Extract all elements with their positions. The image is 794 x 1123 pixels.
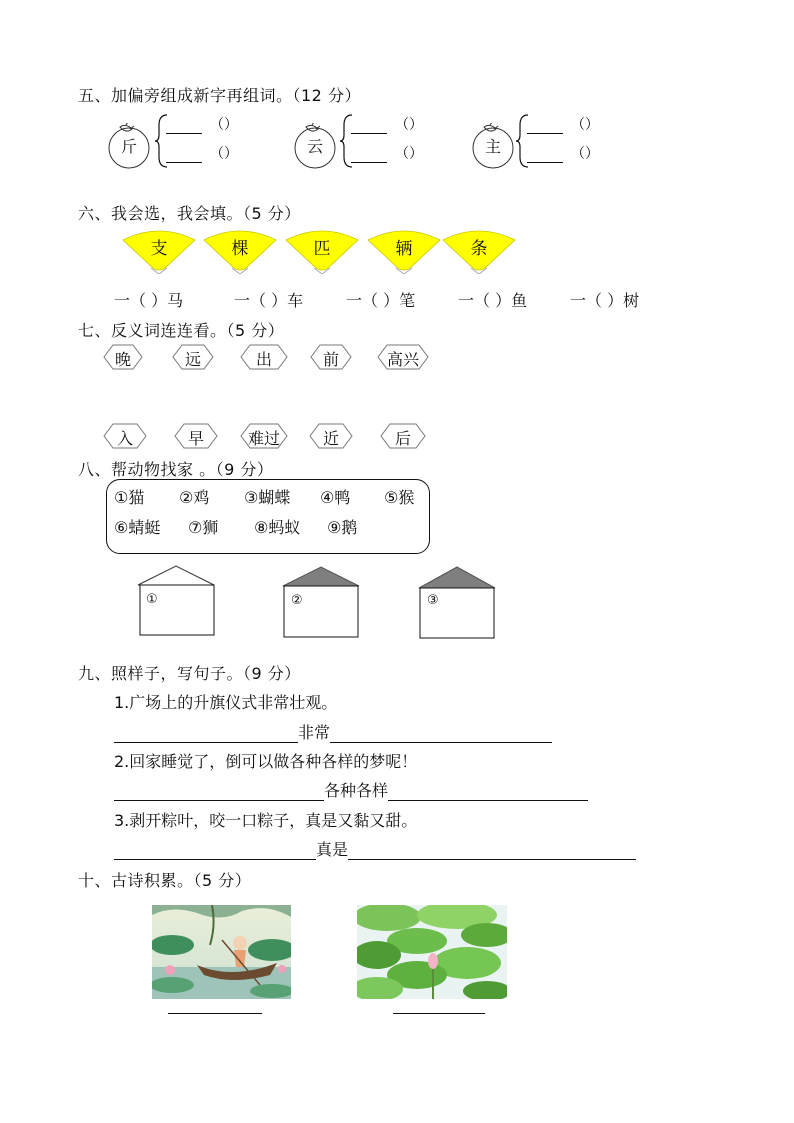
char-blank[interactable] [351, 115, 387, 134]
answer-blank[interactable] [330, 724, 552, 743]
answer-blank[interactable] [114, 841, 316, 860]
poem-answer-blank-1[interactable] [168, 1013, 262, 1014]
animal-item[interactable]: ⑧蚂蚁 [254, 518, 301, 537]
section8-title: 八、帮动物找家 。（9 分） [78, 460, 274, 479]
antonym-word: 出 [255, 350, 272, 369]
animal-item[interactable]: ⑥蜻蜓 [114, 518, 161, 537]
antonym-top-3[interactable] [240, 344, 288, 370]
fan-word: 棵 [231, 239, 249, 259]
imitation-line-2 [114, 778, 588, 801]
fan-1[interactable] [121, 228, 197, 274]
fan-word: 支 [150, 239, 168, 259]
fan-3[interactable] [284, 228, 360, 274]
char-blank[interactable] [351, 144, 387, 163]
answer-blank[interactable] [348, 841, 636, 860]
antonym-word: 远 [184, 350, 201, 369]
brace-row [527, 143, 599, 163]
antonym-bottom-5[interactable] [380, 423, 426, 449]
brace-row [351, 114, 423, 134]
fan-word: 匹 [313, 239, 331, 259]
char-blank[interactable] [527, 144, 563, 163]
antonym-bottom-2[interactable] [174, 423, 218, 449]
word-paren[interactable]: （） [395, 117, 423, 133]
antonym-word: 前 [322, 350, 339, 369]
animal-item[interactable]: ⑤猴 [384, 488, 415, 507]
measure-word-fill-5[interactable]: 一（ ）树 [570, 291, 640, 310]
word-paren[interactable]: （） [395, 146, 423, 162]
poem-picture-lotus [357, 905, 507, 999]
section7-title: 七、反义词连连看。（5 分） [78, 321, 285, 340]
antonym-word: 早 [187, 429, 204, 448]
answer-blank[interactable] [114, 724, 298, 743]
animal-item[interactable]: ③蝴蝶 [244, 488, 291, 507]
section5-title: 五、加偏旁组成新字再组词。（12 分） [78, 86, 361, 105]
antonym-word: 后 [394, 429, 411, 448]
root-circle-2 [292, 123, 338, 169]
house-2[interactable] [281, 566, 361, 638]
brace-row [166, 114, 238, 134]
answer-blank[interactable] [114, 782, 324, 801]
section9-title: 九、照样子，写句子。（9 分） [78, 664, 301, 683]
house-number: ③ [427, 593, 439, 608]
animal-item[interactable]: ②鸡 [179, 488, 210, 507]
antonym-bottom-3[interactable] [240, 423, 288, 449]
animal-item[interactable]: ④鸭 [320, 488, 351, 507]
word-paren[interactable]: （） [571, 146, 599, 162]
house-3[interactable] [417, 566, 497, 640]
measure-word-fill-4[interactable]: 一（ ）鱼 [458, 291, 528, 310]
antonym-top-5[interactable] [377, 344, 429, 370]
word-paren[interactable]: （） [210, 117, 238, 133]
antonym-top-1[interactable] [103, 344, 143, 370]
poem-answer-blank-2[interactable] [393, 1013, 485, 1014]
char-blank[interactable] [527, 115, 563, 134]
antonym-bottom-1[interactable] [103, 423, 147, 449]
animal-item[interactable]: ⑨鹅 [327, 518, 358, 537]
char-blank[interactable] [166, 144, 202, 163]
measure-word-fill-3[interactable]: 一（ ）笔 [346, 291, 416, 310]
brace-row [351, 143, 423, 163]
antonym-word: 晚 [114, 350, 131, 369]
brace-row [166, 143, 238, 163]
antonym-word: 难过 [247, 429, 280, 448]
section6-title: 六、我会选，我会填。（5 分） [78, 204, 301, 223]
root-circle-1 [106, 123, 152, 169]
char-blank[interactable] [166, 115, 202, 134]
house-number: ① [146, 592, 158, 607]
root-char: 云 [306, 137, 323, 156]
house-1[interactable] [136, 565, 216, 637]
root-char: 斤 [120, 137, 137, 156]
fan-word: 条 [470, 239, 488, 259]
antonym-top-4[interactable] [310, 344, 352, 370]
example-sentence-2: 2.回家睡觉了，倒可以做各种各样的梦呢！ [114, 752, 418, 771]
imitation-line-3 [114, 837, 636, 860]
brace-row [527, 114, 599, 134]
root-circle-3 [470, 123, 516, 169]
imitation-line-1 [114, 720, 552, 743]
keyword: 非常 [298, 723, 331, 742]
root-char: 主 [484, 137, 501, 156]
animal-item[interactable]: ⑦狮 [188, 518, 219, 537]
fan-word: 辆 [395, 239, 413, 259]
measure-word-fill-2[interactable]: 一（ ）车 [234, 291, 304, 310]
fan-4[interactable] [366, 228, 442, 274]
section10-title: 十、古诗积累。（5 分） [78, 871, 252, 890]
antonym-word: 近 [322, 429, 339, 448]
poem-picture-boat [152, 905, 291, 999]
antonym-bottom-4[interactable] [309, 423, 353, 449]
antonym-top-2[interactable] [172, 344, 214, 370]
animal-item[interactable]: ①猫 [114, 488, 145, 507]
fan-2[interactable] [202, 228, 278, 274]
example-sentence-1: 1.广场上的升旗仪式非常壮观。 [114, 693, 338, 712]
keyword: 真是 [316, 840, 349, 859]
house-number: ② [291, 593, 303, 608]
example-sentence-3: 3.剥开粽叶，咬一口粽子，真是又黏又甜。 [114, 811, 418, 830]
antonym-word: 入 [116, 429, 133, 448]
measure-word-fill-1[interactable]: 一（ ）马 [114, 291, 184, 310]
keyword: 各种各样 [324, 781, 389, 800]
word-paren[interactable]: （） [210, 146, 238, 162]
answer-blank[interactable] [388, 782, 588, 801]
antonym-word: 高兴 [386, 350, 419, 369]
word-paren[interactable]: （） [571, 117, 599, 133]
fan-5[interactable] [441, 228, 517, 274]
